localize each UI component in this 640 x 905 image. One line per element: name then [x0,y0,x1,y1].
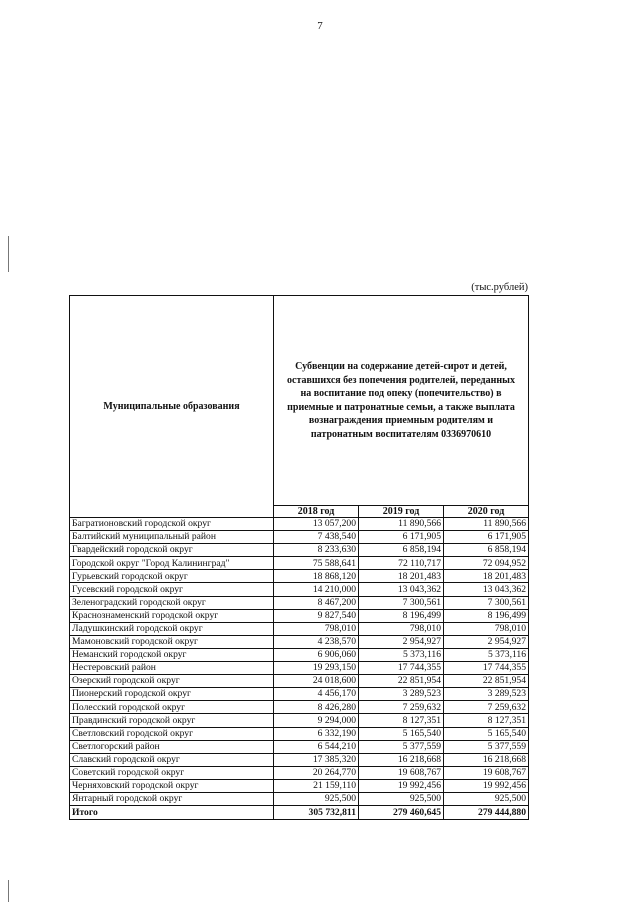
value-2018: 21 159,110 [274,779,359,792]
table-row [70,596,529,609]
value-2020: 7 259,632 [444,701,529,714]
table-row [70,740,529,753]
municipality-name: Неманский городской округ [70,648,274,661]
municipality-name: Зеленоградский городской округ [70,596,274,609]
value-2020: 22 851,954 [444,675,529,688]
value-2018: 20 264,770 [274,766,359,779]
value-2018: 7 438,540 [274,531,359,544]
municipality-name: Советский городской округ [70,766,274,779]
municipality-name: Гурьевский городской округ [70,570,274,583]
municipality-name: Балтийский муниципальный район [70,531,274,544]
value-2019: 19 992,456 [359,779,444,792]
total-2019: 279 460,645 [359,806,444,820]
value-2020: 8 127,351 [444,714,529,727]
total-2020: 279 444,880 [444,806,529,820]
value-2020: 13 043,362 [444,583,529,596]
scan-artifact-line [8,880,9,902]
header-subvention: Субвенции на содержание детей-сирот и детей, оставшихся без попечения родителей, переданных на воспитание под опеку (попечительство) в приемные и патронатные семьи, а также выплата вознаграждения приемным родителям и патронатным воспитателям 0336970610 [274,296,529,506]
value-2020: 19 992,456 [444,779,529,792]
value-2020: 3 289,523 [444,688,529,701]
table-row [70,792,529,805]
value-2020: 798,010 [444,622,529,635]
table-row [70,583,529,596]
year-header: 2020 год [444,506,529,518]
value-2018: 925,500 [274,792,359,805]
value-2020: 18 201,483 [444,570,529,583]
municipality-name: Янтарный городской округ [70,792,274,805]
value-2018: 19 293,150 [274,662,359,675]
municipality-name: Мамоновский городской округ [70,635,274,648]
value-2019: 925,500 [359,792,444,805]
value-2020: 8 196,499 [444,609,529,622]
value-2019: 72 110,717 [359,557,444,570]
value-2019: 8 127,351 [359,714,444,727]
value-2018: 8 467,200 [274,596,359,609]
value-2020: 7 300,561 [444,596,529,609]
municipality-name: Светловский городской округ [70,727,274,740]
table-row [70,609,529,622]
municipality-name: Багратионовский городской округ [70,518,274,531]
value-2018: 24 018,600 [274,675,359,688]
value-2018: 6 544,210 [274,740,359,753]
table-row [70,701,529,714]
value-2020: 925,500 [444,792,529,805]
table-row [70,544,529,557]
total-label: Итого [70,806,274,820]
table-row [70,714,529,727]
value-2020: 2 954,927 [444,635,529,648]
municipality-name: Городской округ "Город Калининград" [70,557,274,570]
value-2019: 5 165,540 [359,727,444,740]
value-2019: 8 196,499 [359,609,444,622]
table-row [70,557,529,570]
year-header: 2019 год [359,506,444,518]
value-2020: 17 744,355 [444,662,529,675]
table-row [70,622,529,635]
municipality-name: Ладушкинский городской округ [70,622,274,635]
value-2019: 18 201,483 [359,570,444,583]
table-row [70,688,529,701]
value-2019: 798,010 [359,622,444,635]
table-row [70,675,529,688]
value-2019: 11 890,566 [359,518,444,531]
value-2018: 13 057,200 [274,518,359,531]
value-2020: 6 171,905 [444,531,529,544]
value-2018: 17 385,320 [274,753,359,766]
value-2019: 22 851,954 [359,675,444,688]
table-body [70,518,529,820]
table-row [70,570,529,583]
total-2018: 305 732,811 [274,806,359,820]
municipality-name: Светлогорский район [70,740,274,753]
table-row [70,662,529,675]
value-2018: 8 233,630 [274,544,359,557]
table-row [70,518,529,531]
page-number: 7 [317,20,323,32]
value-2019: 6 171,905 [359,531,444,544]
value-2019: 13 043,362 [359,583,444,596]
scan-artifact-line [8,236,9,272]
value-2020: 11 890,566 [444,518,529,531]
table-row [70,635,529,648]
value-2020: 16 218,668 [444,753,529,766]
subvention-table [69,295,529,820]
value-2019: 16 218,668 [359,753,444,766]
municipality-name: Гусевский городской округ [70,583,274,596]
value-2018: 75 588,641 [274,557,359,570]
value-2018: 9 294,000 [274,714,359,727]
value-2019: 17 744,355 [359,662,444,675]
municipality-name: Краснознаменский городской округ [70,609,274,622]
municipality-name: Гвардейский городской округ [70,544,274,557]
value-2020: 5 373,116 [444,648,529,661]
units-label: (тыс.рублей) [471,282,528,293]
municipality-name: Полесский городской округ [70,701,274,714]
value-2018: 9 827,540 [274,609,359,622]
value-2019: 5 373,116 [359,648,444,661]
value-2019: 5 377,559 [359,740,444,753]
table-row [70,766,529,779]
value-2018: 4 238,570 [274,635,359,648]
table-row [70,753,529,766]
value-2018: 18 868,120 [274,570,359,583]
value-2020: 72 094,952 [444,557,529,570]
year-header: 2018 год [274,506,359,518]
value-2018: 6 906,060 [274,648,359,661]
municipality-name: Озерский городской округ [70,675,274,688]
municipality-name: Пионерский городской округ [70,688,274,701]
value-2020: 19 608,767 [444,766,529,779]
value-2019: 19 608,767 [359,766,444,779]
value-2018: 8 426,280 [274,701,359,714]
table-row [70,727,529,740]
value-2019: 6 858,194 [359,544,444,557]
value-2020: 5 165,540 [444,727,529,740]
value-2018: 4 456,170 [274,688,359,701]
value-2018: 14 210,000 [274,583,359,596]
value-2018: 798,010 [274,622,359,635]
header-municipality: Муниципальные образования [70,296,274,518]
value-2019: 7 259,632 [359,701,444,714]
value-2020: 6 858,194 [444,544,529,557]
table-row [70,648,529,661]
municipality-name: Черняховский городской округ [70,779,274,792]
municipality-name: Правдинский городской округ [70,714,274,727]
total-row [70,806,529,820]
value-2019: 2 954,927 [359,635,444,648]
value-2019: 7 300,561 [359,596,444,609]
municipality-name: Славский городской округ [70,753,274,766]
value-2018: 6 332,190 [274,727,359,740]
value-2020: 5 377,559 [444,740,529,753]
value-2019: 3 289,523 [359,688,444,701]
municipality-name: Нестеровский район [70,662,274,675]
table-row [70,531,529,544]
table-row [70,779,529,792]
